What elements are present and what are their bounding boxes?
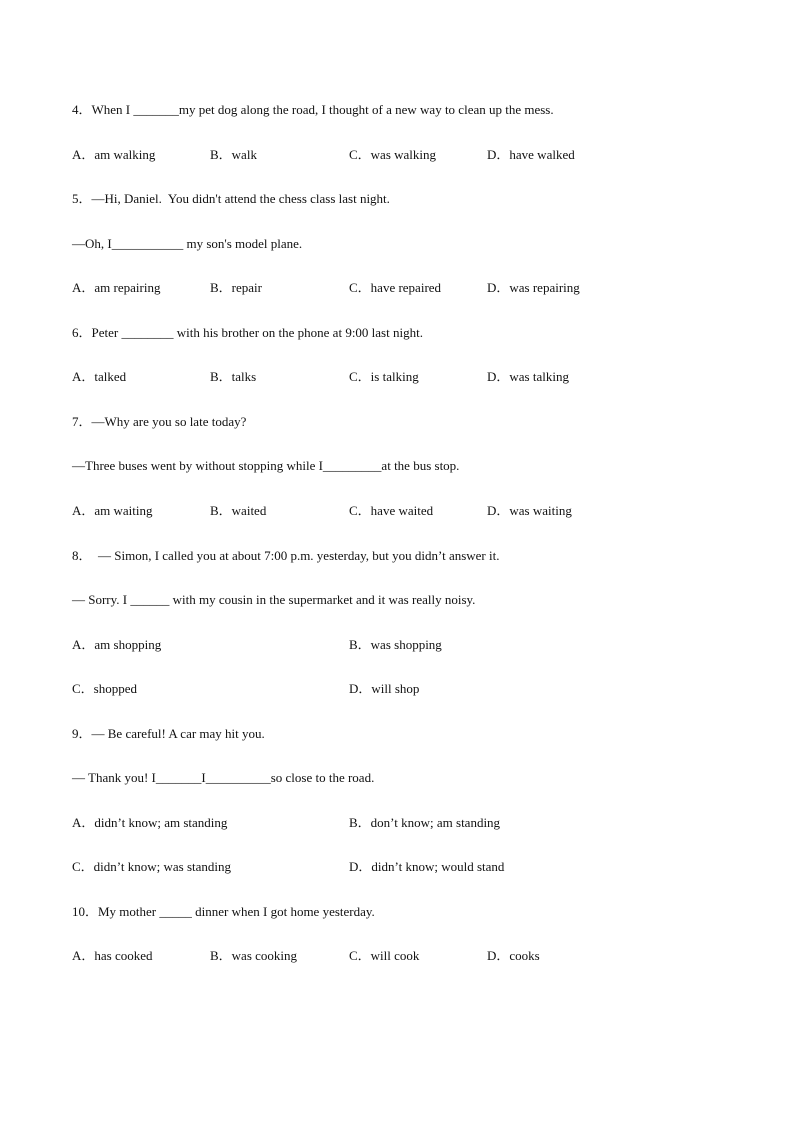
question-8-options-row-1 (72, 637, 712, 653)
question-7-options (72, 503, 712, 519)
option-a[interactable]: A．am shopping (72, 637, 162, 652)
option-d[interactable]: D．was waiting (487, 503, 572, 518)
option-d[interactable]: D．will shop (349, 681, 420, 696)
option-d[interactable]: D．was repairing (487, 280, 580, 295)
question-7-reply: —Three buses went by without stopping while I_________at the bus stop. (72, 458, 460, 473)
question-8-reply: — Sorry. I ______ with my cousin in the supermarket and it was really noisy. (72, 592, 476, 607)
option-a[interactable]: A．didn’t know; am standing (72, 815, 228, 830)
option-d[interactable]: D．have walked (487, 147, 575, 162)
question-5-options (72, 280, 712, 296)
option-c[interactable]: C．is talking (349, 369, 419, 384)
option-c[interactable]: C．have waited (349, 503, 434, 518)
question-5-reply: —Oh, I___________ my son's model plane. (72, 236, 303, 251)
question-7-stem: 7．—Why are you so late today? (72, 414, 247, 429)
question-9-options-row-2 (72, 859, 712, 875)
question-6-options (72, 369, 712, 385)
option-b[interactable]: B．walk (210, 147, 257, 162)
option-a[interactable]: A．am repairing (72, 280, 161, 295)
option-a[interactable]: A．am walking (72, 147, 156, 162)
option-b[interactable]: B．was cooking (210, 948, 298, 963)
option-d[interactable]: D．cooks (487, 948, 540, 963)
option-a[interactable]: A．talked (72, 369, 127, 384)
option-a[interactable]: A．am waiting (72, 503, 153, 518)
question-4-stem: 4．When I _______my pet dog along the road, I thought of a new way to clean up the mess. (72, 102, 554, 117)
option-a[interactable]: A．has cooked (72, 948, 153, 963)
option-b[interactable]: B．don’t know; am standing (349, 815, 501, 830)
option-c[interactable]: C．shopped (72, 681, 138, 696)
option-c[interactable]: C．didn’t know; was standing (72, 859, 232, 874)
question-4-options (72, 147, 712, 163)
option-c[interactable]: C．will cook (349, 948, 420, 963)
question-5-stem: 5．—Hi, Daniel. You didn't attend the chess class last night. (72, 191, 390, 206)
question-10-stem: 10．My mother _____ dinner when I got home yesterday. (72, 904, 375, 919)
option-d[interactable]: D．didn’t know; would stand (349, 859, 505, 874)
option-b[interactable]: B．talks (210, 369, 257, 384)
question-9-reply: — Thank you! I_______I__________so close to the road. (72, 770, 375, 785)
question-6-stem: 6．Peter ________ with his brother on the phone at 9:00 last night. (72, 325, 423, 340)
question-9-options-row-1 (72, 815, 712, 831)
option-d[interactable]: D．was talking (487, 369, 569, 384)
option-c[interactable]: C．have repaired (349, 280, 442, 295)
option-b[interactable]: B．repair (210, 280, 262, 295)
option-b[interactable]: B．waited (210, 503, 267, 518)
option-c[interactable]: C．was walking (349, 147, 437, 162)
question-10-options (72, 948, 712, 964)
option-b[interactable]: B．was shopping (349, 637, 442, 652)
question-9-stem: 9．— Be careful! A car may hit you. (72, 726, 265, 741)
question-8-options-row-2 (72, 681, 712, 697)
question-8-stem: 8． — Simon, I called you at about 7:00 p.m. yesterday, but you didn’t answer it. (72, 548, 500, 563)
